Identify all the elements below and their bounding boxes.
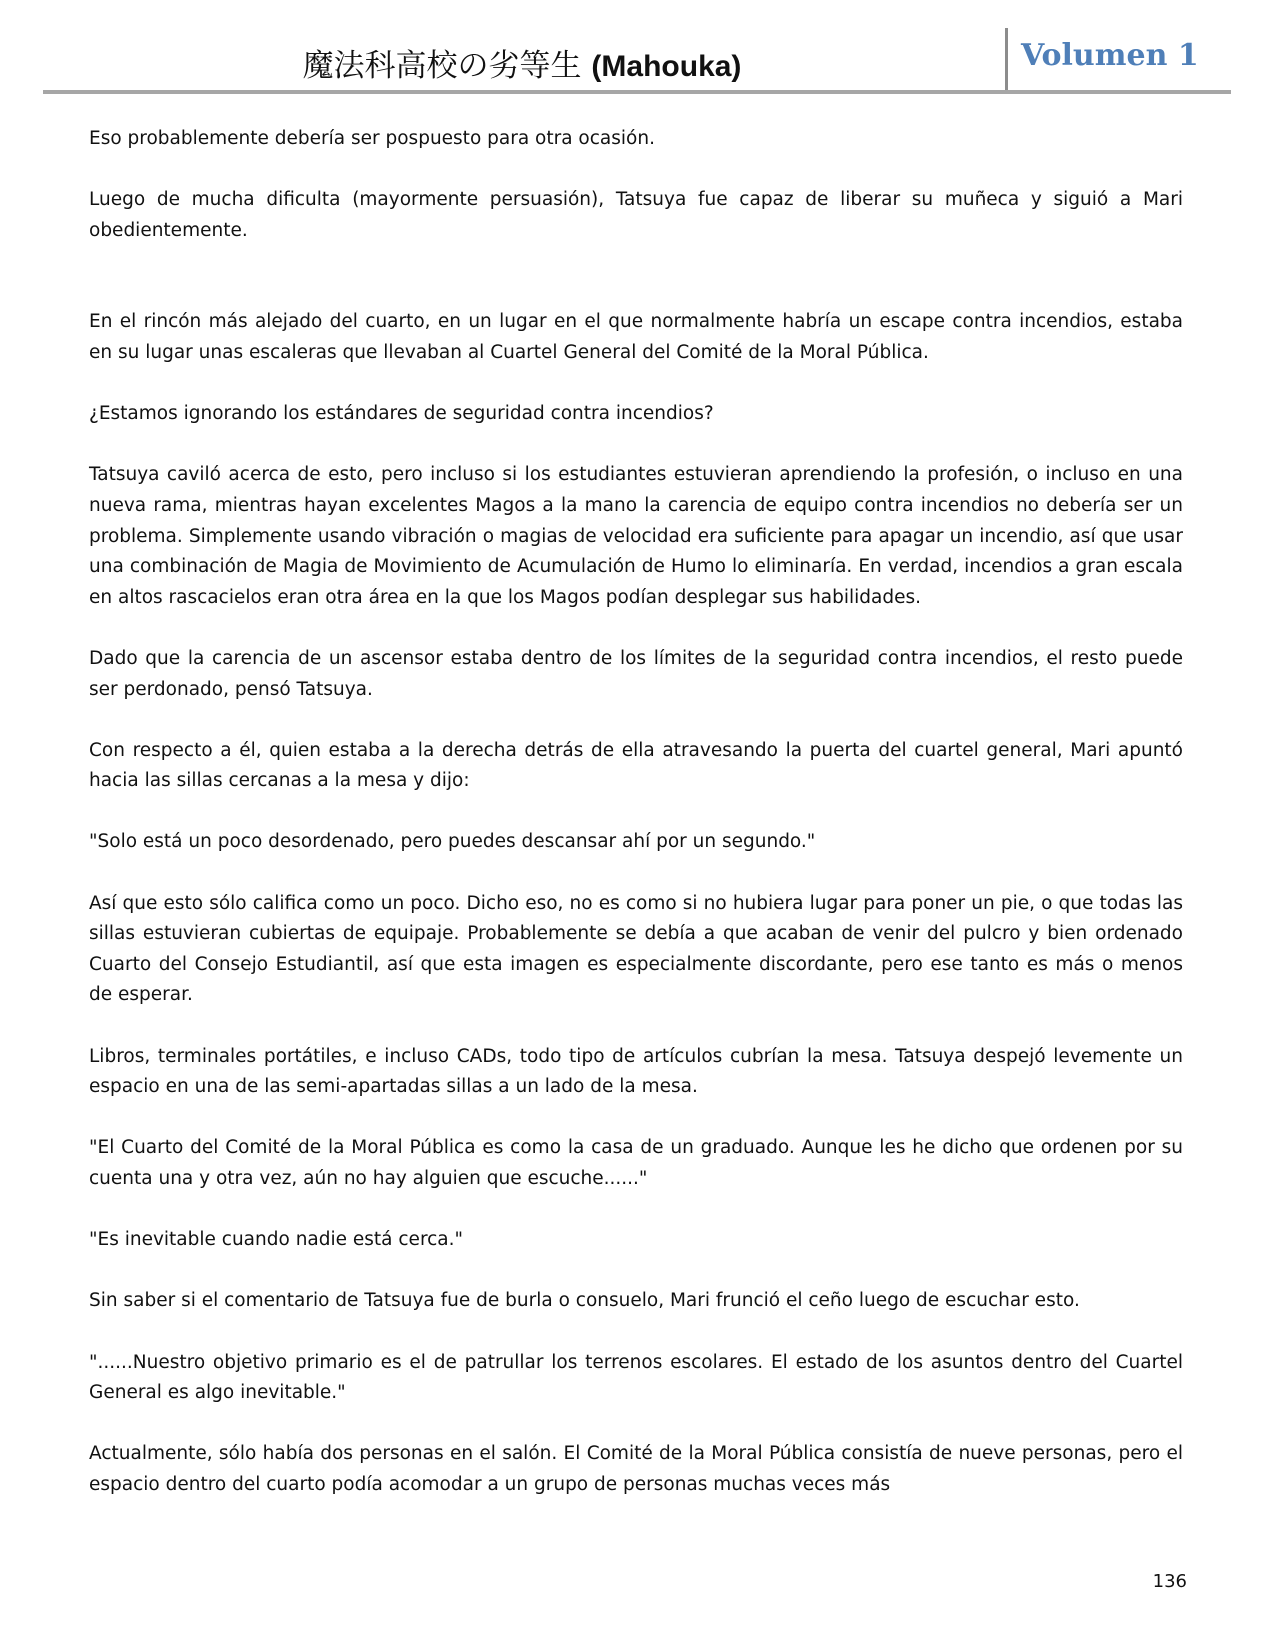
book-title (43, 40, 1001, 85)
paragraph: "Es inevitable cuando nadie está cerca." (89, 1229, 464, 1251)
header-rule (43, 90, 1231, 94)
body-text (89, 124, 1183, 1531)
paragraph: Actualmente, sólo había dos personas en el salón. El Comité de la Moral Pública consistía de nueve personas, pero el espacio dentro del cuarto podía acomodar a un grupo de personas muchas veces más (89, 1443, 1183, 1495)
paragraph: Luego de mucha dificulta (mayormente persuasión), Tatsuya fue capaz de liberar su muñeca y siguió a Mari obedientemente. (89, 189, 1183, 241)
paragraph: "El Cuarto del Comité de la Moral Pública es como la casa de un graduado. Aunque les he dicho que ordenen por su cuenta una y otra vez, aún no hay alguien que escuche......" (89, 1137, 1183, 1189)
paragraph: Con respecto a él, quien estaba a la derecha detrás de ella atravesando la puerta del cuartel general, Mari apuntó hacia las sillas cercanas a la mesa y dijo: (89, 739, 1183, 792)
volume-label: Volumen 1 (1021, 38, 1199, 73)
paragraph: Sin saber si el comentario de Tatsuya fue de burla o consuelo, Mari frunció el ceño luego de escuchar esto. (89, 1290, 1080, 1312)
header-divider (1005, 28, 1008, 90)
book-title-latin: (Mahouka) (591, 50, 742, 83)
paragraph: Libros, terminales portátiles, e incluso CADs, todo tipo de artículos cubrían la mesa. Tatsuya despejó levemente un espacio en una de las semi-apartadas sillas a un lado de la mesa. (89, 1045, 1183, 1098)
page-number: 136 (1152, 1571, 1187, 1592)
paragraph: Dado que la carencia de un ascensor estaba dentro de los límites de la seguridad contra incendios, el resto puede ser perdonado, pensó Tatsuya. (89, 647, 1183, 700)
paragraph: Así que esto sólo califica como un poco. Dicho eso, no es como si no hubiera lugar para poner un pie, o que todas las sillas estuvieran cubiertas de equipaje. Probablemente se debía a que acaban de venir del pulcro y bien ordenado Cuarto del Consejo Estudiantil, así que esta imagen es especialmente discordante, pero ese tanto es más o menos de esperar. (89, 892, 1183, 1006)
paragraph: ¿Estamos ignorando los estándares de seguridad contra incendios? (89, 403, 714, 425)
book-title-japanese: 魔法科高校の劣等生 (302, 48, 582, 84)
paragraph: "Solo está un poco desordenado, pero puedes descansar ahí por un segundo." (89, 831, 816, 853)
paragraph: En el rincón más alejado del cuarto, en un lugar en el que normalmente habría un escape contra incendios, estaba en su lugar unas escaleras que llevaban al Cuartel General del Comité de la Moral Pública. (89, 311, 1183, 363)
paragraph: "......Nuestro objetivo primario es el de patrullar los terrenos escolares. El estado de los asuntos dentro del Cuartel General es algo inevitable." (89, 1351, 1183, 1404)
paragraph: Tatsuya caviló acerca de esto, pero incluso si los estudiantes estuvieran aprendiendo la profesión, o incluso en una nueva rama, mientras hayan excelentes Magos a la mano la carencia de equipo contra incendios no debería ser un problema. Simplemente usando vibración o magias de velocidad era suficiente para apagar un incendio, así que usar una combinación de Magia de Movimiento de Acumulación de Humo lo eliminaría. En verdad, incendios a gran escala en altos rascacielos eran otra área en la que los Magos podían desplegar sus habilidades. (89, 464, 1183, 608)
page-header (43, 28, 1231, 94)
paragraph: Eso probablemente debería ser pospuesto para otra ocasión. (89, 128, 655, 149)
